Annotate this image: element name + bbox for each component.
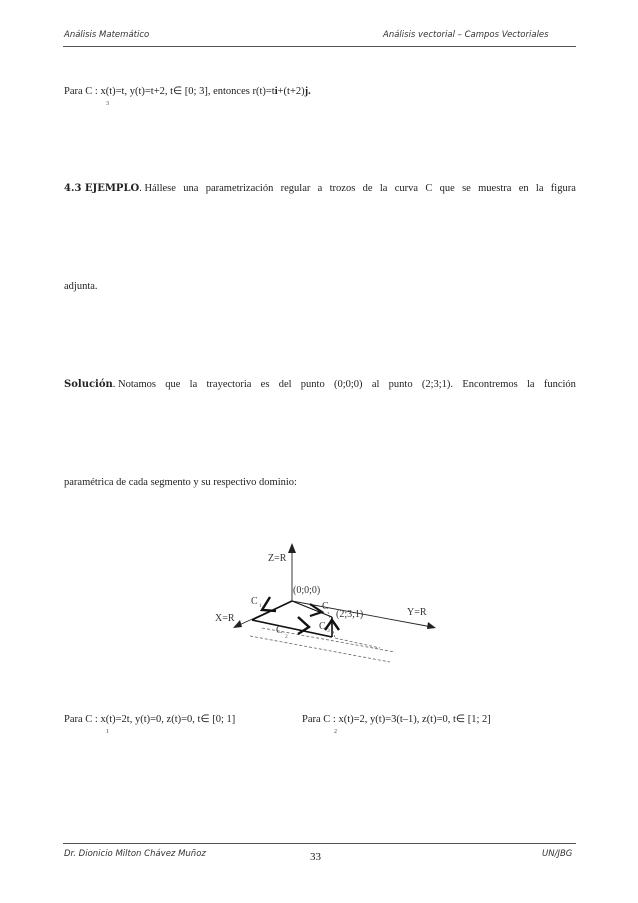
c2-label-sub: 2 <box>285 634 288 640</box>
c3-param-text: Para C : x(t)=t, y(t)=t+2, t∈ [0; 3], entonces r(t)=t <box>64 86 275 97</box>
c1-label-sub: 1 <box>259 603 262 609</box>
example-label: 4.3 EJEMPLO <box>64 183 140 194</box>
solution-continuation: paramétrica de cada segmento y su respectivo dominio: <box>64 477 297 488</box>
x-axis-label: X=R <box>215 613 235 624</box>
c3-subscript: 3 <box>106 101 109 107</box>
c1-subscript: 1 <box>106 729 109 735</box>
example-word: la <box>535 183 544 194</box>
z-axis-arrow <box>288 543 296 553</box>
header-right-title: Análisis vectorial – Campos Vectoriales <box>383 30 549 40</box>
footer-rule <box>63 843 576 844</box>
example-word: de <box>362 183 373 194</box>
solution-word: función <box>543 379 576 390</box>
c2-label: C <box>276 625 283 636</box>
example-word: que <box>439 183 455 194</box>
solution-word: al <box>371 379 380 390</box>
c2-parametrization: Para C : x(t)=2, y(t)=3(t–1), z(t)=0, t∈ [1; 2] <box>302 714 491 725</box>
endpoint-label: (2;3;1) <box>336 609 364 620</box>
example-word: trozos <box>329 183 356 194</box>
page-number: 33 <box>310 851 321 863</box>
solution-word: Encontremos <box>462 379 518 390</box>
example-word: en <box>518 183 529 194</box>
example-word: a <box>317 183 323 194</box>
example-continuation: adjunta. <box>64 281 98 292</box>
solution-word: (0;0;0) <box>333 379 363 390</box>
c3-label-sub: 3 <box>327 628 330 634</box>
c3-label: C <box>319 621 326 632</box>
dashed-guide-4 <box>335 638 380 648</box>
example-word: . Hállese <box>139 183 176 194</box>
y-axis-label: Y=R <box>407 607 427 618</box>
example-word: parametrización <box>205 183 274 194</box>
solution-word: . Notamos <box>112 379 156 390</box>
c3-param-tail: +(t+2) <box>277 86 305 97</box>
c3-vector-i: i <box>274 86 278 97</box>
c1-label: C <box>251 596 258 607</box>
example-word: se <box>462 183 471 194</box>
solution-label: Solución <box>64 379 113 390</box>
c3-vector-j: j. <box>304 86 311 97</box>
solution-word: que <box>165 379 181 390</box>
z-axis-label: Z=R <box>268 553 287 564</box>
solution-word: del <box>278 379 292 390</box>
solution-word: es <box>260 379 270 390</box>
example-word: curva <box>394 183 419 194</box>
example-word: muestra <box>478 183 512 194</box>
c1-parametrization: Para C : x(t)=2t, y(t)=0, z(t)=0, t∈ [0; 1] <box>64 714 236 725</box>
footer-right: UN/JBG <box>542 849 573 859</box>
solution-word: trayectoria <box>206 379 252 390</box>
c2-subscript: 2 <box>334 729 337 735</box>
solution-word: la <box>189 379 198 390</box>
origin-label: (0;0;0) <box>293 585 321 596</box>
example-word: una <box>183 183 199 194</box>
solution-word: punto <box>388 379 413 390</box>
solution-word: la <box>526 379 535 390</box>
example-word: figura <box>550 183 576 194</box>
header-left-title: Análisis Matemático <box>64 30 150 40</box>
c-top-label: C <box>322 601 329 612</box>
y-axis-arrow <box>427 622 436 629</box>
example-word: C <box>425 183 433 194</box>
dashed-guide-1 <box>250 636 390 662</box>
solution-word: punto <box>300 379 325 390</box>
example-word: la <box>379 183 388 194</box>
example-word: regular <box>280 183 311 194</box>
solution-word: (2;3;1). <box>421 379 454 390</box>
footer-author: Dr. Dionicio Milton Chávez Muñoz <box>64 849 206 859</box>
